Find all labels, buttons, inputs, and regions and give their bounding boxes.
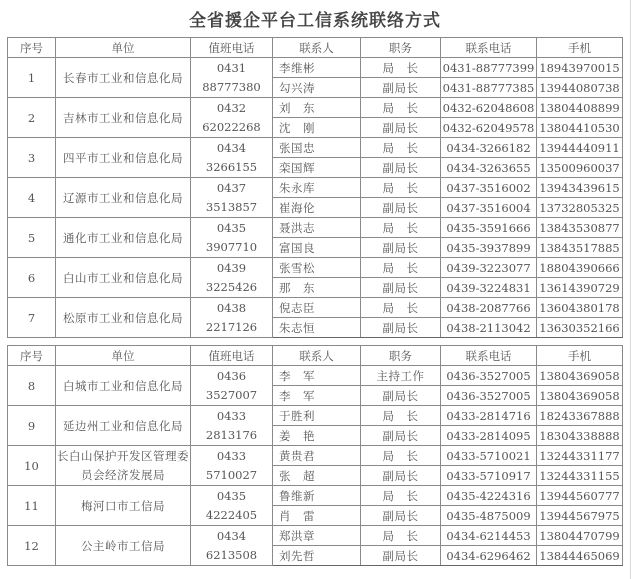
position-cell: 副局长 [361, 238, 441, 258]
table-row [8, 526, 623, 546]
mobile-cell: 13604380178 [537, 298, 623, 318]
contact-phone-cell: 0435-4875009 [441, 506, 537, 526]
duty-phone-number: 2813176 [205, 427, 258, 442]
mobile-cell: 18943970015 [537, 58, 623, 78]
contact-name-cell: 鲁维新 [273, 486, 361, 506]
mobile-cell: 13943439615 [537, 178, 623, 198]
position-cell: 副局长 [361, 278, 441, 298]
duty-phone-area-code: 0432 [216, 100, 247, 115]
duty-phone-number: 5710027 [205, 467, 258, 482]
duty-phone-area-code: 0433 [216, 408, 247, 423]
duty-phone-number: 6213508 [205, 547, 258, 562]
contact-name-cell: 姜 艳 [273, 426, 361, 446]
contact-phone-cell: 0432-62049578 [441, 118, 537, 138]
duty-phone-area-code: 0437 [216, 180, 247, 195]
page-edge-divider [630, 0, 631, 579]
table-2-body [8, 366, 623, 566]
header-duty-phone: 值班电话 [191, 38, 273, 58]
mobile-cell: 13804369058 [537, 386, 623, 406]
contact-phone-cell: 0434-3263655 [441, 158, 537, 178]
header-duty-phone: 值班电话 [191, 346, 273, 366]
contact-name-cell: 郑洪章 [273, 526, 361, 546]
duty-phone-area-code: 0435 [216, 488, 247, 503]
table-row [8, 98, 623, 118]
position-cell: 局 长 [361, 218, 441, 238]
mobile-cell: 13944080738 [537, 78, 623, 98]
mobile-cell: 18804390666 [537, 258, 623, 278]
duty-phone-number: 2217126 [205, 319, 258, 334]
mobile-cell: 18304338888 [537, 426, 623, 446]
seq-cell: 10 [8, 446, 56, 486]
position-cell: 副局长 [361, 546, 441, 566]
header-contact-phone: 联系电话 [441, 346, 537, 366]
contact-phone-cell: 0433-5710021 [441, 446, 537, 466]
duty-phone-cell [191, 98, 273, 138]
duty-phone-area-code: 0431 [216, 60, 247, 75]
unit-cell: 白山市工业和信息化局 [56, 258, 191, 298]
duty-phone-cell [191, 486, 273, 526]
unit-cell: 四平市工业和信息化局 [56, 138, 191, 178]
unit-cell: 公主岭市工信局 [56, 526, 191, 566]
position-cell: 局 长 [361, 98, 441, 118]
position-cell: 局 长 [361, 298, 441, 318]
duty-phone-area-code: 0434 [216, 140, 247, 155]
duty-phone-area-code: 0435 [216, 220, 247, 235]
contact-phone-cell: 0437-3516004 [441, 198, 537, 218]
mobile-cell: 13844465069 [537, 546, 623, 566]
contact-name-cell: 栾国辉 [273, 158, 361, 178]
mobile-cell: 18243367888 [537, 406, 623, 426]
mobile-cell: 13944440911 [537, 138, 623, 158]
document-title: 全省援企平台工信系统联络方式 [189, 11, 441, 31]
contact-phone-cell: 0435-3937899 [441, 238, 537, 258]
duty-phone-cell [191, 298, 273, 338]
contact-phone-cell: 0436-3527005 [441, 366, 537, 386]
duty-phone-cell [191, 406, 273, 446]
table-row [8, 178, 623, 198]
contact-phone-cell: 0434-3266182 [441, 138, 537, 158]
seq-cell: 4 [8, 178, 56, 218]
contact-name-cell: 崔海伦 [273, 198, 361, 218]
seq-cell: 6 [8, 258, 56, 298]
contact-name-cell: 张 超 [273, 466, 361, 486]
position-cell: 副局长 [361, 78, 441, 98]
seq-cell: 12 [8, 526, 56, 566]
header-contact: 联系人 [273, 346, 361, 366]
seq-cell: 5 [8, 218, 56, 258]
contact-phone-cell: 0432-62048608 [441, 98, 537, 118]
header-seq: 序号 [8, 346, 56, 366]
contact-name-cell: 富国良 [273, 238, 361, 258]
duty-phone-cell [191, 366, 273, 406]
table-row [8, 366, 623, 386]
duty-phone-cell [191, 258, 273, 298]
duty-phone-area-code: 0434 [216, 528, 247, 543]
contact-phone-cell: 0434-6214453 [441, 526, 537, 546]
position-cell: 副局长 [361, 466, 441, 486]
contacts-table-1 [7, 37, 623, 338]
unit-cell: 长白山保护开发区管理委员会经济发展局 [56, 446, 191, 486]
position-cell: 副局长 [361, 318, 441, 338]
header-unit: 单位 [56, 346, 191, 366]
header-contact: 联系人 [273, 38, 361, 58]
mobile-cell: 13944560777 [537, 486, 623, 506]
position-cell: 局 长 [361, 486, 441, 506]
duty-phone-cell [191, 526, 273, 566]
header-seq: 序号 [8, 38, 56, 58]
contact-phone-cell: 0433-5710917 [441, 466, 537, 486]
seq-cell: 2 [8, 98, 56, 138]
mobile-cell: 13804470799 [537, 526, 623, 546]
duty-phone-area-code: 0436 [216, 368, 247, 383]
contact-phone-cell: 0439-3223077 [441, 258, 537, 278]
contact-name-cell: 聂洪志 [273, 218, 361, 238]
position-cell: 副局长 [361, 426, 441, 446]
contact-name-cell: 张国忠 [273, 138, 361, 158]
position-cell: 副局长 [361, 118, 441, 138]
position-cell: 副局长 [361, 158, 441, 178]
header-unit: 单位 [56, 38, 191, 58]
duty-phone-cell [191, 218, 273, 258]
position-cell: 局 长 [361, 138, 441, 158]
position-cell: 局 长 [361, 406, 441, 426]
mobile-cell: 13804408899 [537, 98, 623, 118]
header-mobile: 手机 [537, 38, 623, 58]
duty-phone-number: 3527007 [205, 387, 258, 402]
table-row [8, 258, 623, 278]
table-row [8, 446, 623, 466]
mobile-cell: 13244331177 [537, 446, 623, 466]
position-cell: 局 长 [361, 526, 441, 546]
contact-phone-cell: 0431-88777399 [441, 58, 537, 78]
position-cell: 局 长 [361, 446, 441, 466]
mobile-cell: 13500960037 [537, 158, 623, 178]
contact-phone-cell: 0439-3224831 [441, 278, 537, 298]
seq-cell: 11 [8, 486, 56, 526]
unit-cell: 通化市工业和信息化局 [56, 218, 191, 258]
contact-phone-cell: 0438-2113042 [441, 318, 537, 338]
duty-phone-area-code: 0438 [216, 300, 247, 315]
position-cell: 主持工作 [361, 366, 441, 386]
mobile-cell: 13244331155 [537, 466, 623, 486]
unit-cell: 辽源市工业和信息化局 [56, 178, 191, 218]
unit-cell: 松原市工业和信息化局 [56, 298, 191, 338]
unit-cell: 长春市工业和信息化局 [56, 58, 191, 98]
header-mobile: 手机 [537, 346, 623, 366]
table-row [8, 58, 623, 78]
seq-cell: 8 [8, 366, 56, 406]
duty-phone-number: 4222405 [205, 507, 258, 522]
contact-name-cell: 刘先哲 [273, 546, 361, 566]
contact-name-cell: 李维彬 [273, 58, 361, 78]
contact-name-cell: 沈 刚 [273, 118, 361, 138]
contact-name-cell: 刘 东 [273, 98, 361, 118]
table-row [8, 138, 623, 158]
mobile-cell: 13732805325 [537, 198, 623, 218]
mobile-cell: 13630352166 [537, 318, 623, 338]
contact-phone-cell: 0438-2087766 [441, 298, 537, 318]
unit-cell: 延边州工业和信息化局 [56, 406, 191, 446]
unit-cell: 梅河口市工信局 [56, 486, 191, 526]
contact-name-cell: 李 军 [273, 366, 361, 386]
unit-cell: 吉林市工业和信息化局 [56, 98, 191, 138]
position-cell: 局 长 [361, 58, 441, 78]
contact-name-cell: 李 军 [273, 386, 361, 406]
contact-phone-cell: 0433-2814716 [441, 406, 537, 426]
duty-phone-number: 3225426 [205, 279, 258, 294]
position-cell: 局 长 [361, 178, 441, 198]
header-position: 职务 [361, 346, 441, 366]
unit-cell: 白城市工业和信息化局 [56, 366, 191, 406]
contact-phone-cell: 0435-3591666 [441, 218, 537, 238]
table-row [8, 298, 623, 318]
table-1-body [8, 58, 623, 338]
header-row [8, 346, 623, 366]
contact-name-cell: 于胜利 [273, 406, 361, 426]
contact-name-cell: 那 东 [273, 278, 361, 298]
duty-phone-cell [191, 446, 273, 486]
duty-phone-area-code: 0433 [216, 448, 247, 463]
mobile-cell: 13614390729 [537, 278, 623, 298]
header-contact-phone: 联系电话 [441, 38, 537, 58]
contact-name-cell: 朱永库 [273, 178, 361, 198]
duty-phone-number: 88777380 [202, 79, 261, 94]
contact-name-cell: 张雪松 [273, 258, 361, 278]
contacts-table-2 [7, 345, 623, 566]
position-cell: 局 长 [361, 258, 441, 278]
mobile-cell: 13944567975 [537, 506, 623, 526]
contact-phone-cell: 0433-2814095 [441, 426, 537, 446]
duty-phone-cell [191, 58, 273, 98]
position-cell: 副局长 [361, 506, 441, 526]
duty-phone-number: 3513857 [205, 199, 258, 214]
contact-phone-cell: 0431-88777385 [441, 78, 537, 98]
contact-phone-cell: 0434-6296462 [441, 546, 537, 566]
contact-name-cell: 勾兴涛 [273, 78, 361, 98]
header-position: 职务 [361, 38, 441, 58]
duty-phone-cell [191, 178, 273, 218]
seq-cell: 1 [8, 58, 56, 98]
seq-cell: 7 [8, 298, 56, 338]
duty-phone-number: 62022268 [202, 119, 261, 134]
position-cell: 副局长 [361, 386, 441, 406]
seq-cell: 3 [8, 138, 56, 178]
duty-phone-number: 3907710 [205, 239, 258, 254]
duty-phone-number: 3266155 [205, 159, 258, 174]
contact-phone-cell: 0436-3527005 [441, 386, 537, 406]
mobile-cell: 13804410530 [537, 118, 623, 138]
table-row [8, 486, 623, 506]
header-row [8, 38, 623, 58]
table-row [8, 406, 623, 426]
contact-phone-cell: 0437-3516002 [441, 178, 537, 198]
contact-phone-cell: 0435-4224316 [441, 486, 537, 506]
contact-name-cell: 朱志恒 [273, 318, 361, 338]
position-cell: 副局长 [361, 198, 441, 218]
mobile-cell: 13843530877 [537, 218, 623, 238]
seq-cell: 9 [8, 406, 56, 446]
mobile-cell: 13804369058 [537, 366, 623, 386]
duty-phone-cell [191, 138, 273, 178]
contact-name-cell: 黄贵君 [273, 446, 361, 466]
contact-name-cell: 倪志臣 [273, 298, 361, 318]
duty-phone-area-code: 0439 [216, 260, 247, 275]
contact-name-cell: 肖 雷 [273, 506, 361, 526]
mobile-cell: 13843517885 [537, 238, 623, 258]
table-row [8, 218, 623, 238]
